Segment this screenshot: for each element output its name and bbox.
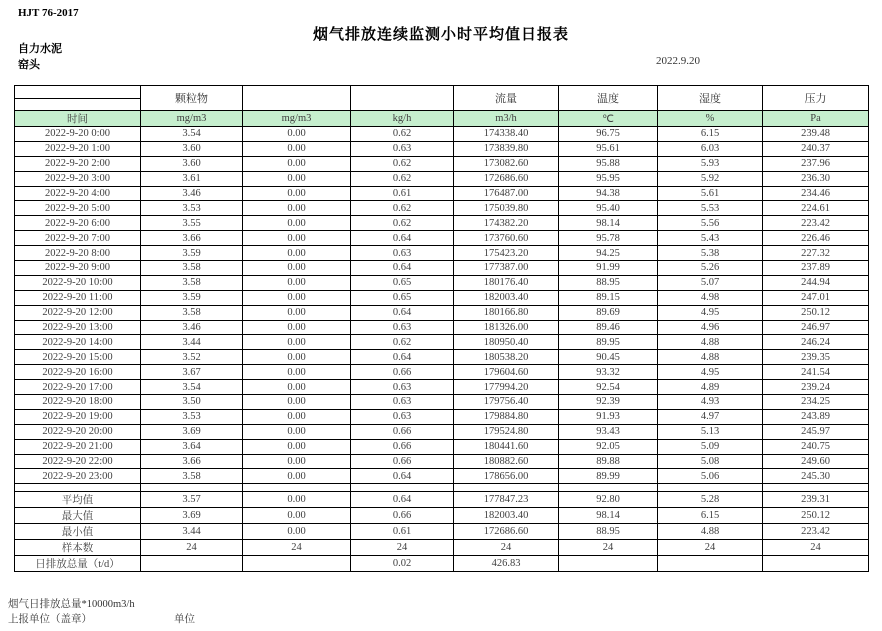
row-label-cell: 2022-9-20 7:00 [15, 231, 141, 246]
value-cell: 6.03 [658, 141, 763, 156]
value-cell: 250.12 [763, 305, 869, 320]
row-label-cell: 2022-9-20 17:00 [15, 380, 141, 395]
value-cell: 223.42 [763, 524, 869, 540]
value-cell: 95.61 [559, 141, 658, 156]
value-cell: 0.00 [243, 335, 351, 350]
value-cell: 5.08 [658, 454, 763, 469]
value-cell: 91.93 [559, 409, 658, 424]
percent-unit-header: % [658, 111, 763, 127]
value-cell: 98.14 [559, 216, 658, 231]
row-label-cell: 2022-9-20 6:00 [15, 216, 141, 231]
value-cell: 234.25 [763, 395, 869, 410]
value-cell: 90.45 [559, 350, 658, 365]
value-cell: 0.63 [351, 395, 454, 410]
row-label-cell: 2022-9-20 15:00 [15, 350, 141, 365]
value-cell: 4.88 [658, 335, 763, 350]
value-cell: 93.43 [559, 424, 658, 439]
hour-data-row [15, 350, 869, 365]
value-cell: 98.14 [559, 508, 658, 524]
value-cell: 180441.60 [454, 439, 559, 454]
report-date: 2022.9.20 [656, 55, 700, 67]
value-cell: 95.40 [559, 201, 658, 216]
row-label-cell [15, 484, 141, 492]
value-cell: 89.95 [559, 335, 658, 350]
value-cell: 0.00 [243, 439, 351, 454]
value-cell: 0.61 [351, 524, 454, 540]
value-cell: 179756.40 [454, 395, 559, 410]
standard-number: HJT 76-2017 [18, 7, 79, 19]
value-cell: 4.95 [658, 365, 763, 380]
hour-data-row [15, 395, 869, 410]
value-cell: 4.88 [658, 524, 763, 540]
value-cell: 0.63 [351, 380, 454, 395]
value-cell [763, 484, 869, 492]
value-cell: 3.58 [141, 275, 243, 290]
value-cell: 0.66 [351, 365, 454, 380]
value-cell: 3.69 [141, 508, 243, 524]
table-body [15, 127, 869, 572]
value-cell: 4.97 [658, 409, 763, 424]
value-cell: 4.89 [658, 380, 763, 395]
value-cell: 0.65 [351, 275, 454, 290]
value-cell: 0.61 [351, 186, 454, 201]
unit-label: 单位 [174, 614, 195, 625]
value-cell: 3.58 [141, 261, 243, 276]
value-cell: 0.62 [351, 171, 454, 186]
value-cell: 3.59 [141, 246, 243, 261]
kgh-unit-header: kg/h [351, 111, 454, 127]
value-cell: 180882.60 [454, 454, 559, 469]
value-cell: 0.00 [243, 127, 351, 142]
value-cell: 89.15 [559, 290, 658, 305]
celsius-unit-header: ℃ [559, 111, 658, 127]
value-cell: 174382.20 [454, 216, 559, 231]
row-label-cell: 2022-9-20 2:00 [15, 156, 141, 171]
value-cell: 227.32 [763, 246, 869, 261]
blank-group-header-2 [351, 86, 454, 111]
value-cell: 172686.60 [454, 524, 559, 540]
header-divider-line [15, 98, 140, 99]
hour-data-row [15, 409, 869, 424]
humidity-group-header: 湿度 [658, 86, 763, 111]
row-label-cell: 2022-9-20 1:00 [15, 141, 141, 156]
row-label-cell: 2022-9-20 11:00 [15, 290, 141, 305]
blank-group-header-1 [243, 86, 351, 111]
hour-data-row [15, 380, 869, 395]
value-cell: 180166.80 [454, 305, 559, 320]
value-cell: 0.63 [351, 320, 454, 335]
hour-data-row [15, 141, 869, 156]
value-cell: 91.99 [559, 261, 658, 276]
value-cell: 0.00 [243, 275, 351, 290]
row-label-cell: 2022-9-20 14:00 [15, 335, 141, 350]
value-cell: 0.00 [243, 350, 351, 365]
value-cell: 239.24 [763, 380, 869, 395]
value-cell: 175039.80 [454, 201, 559, 216]
value-cell: 237.96 [763, 156, 869, 171]
value-cell: 3.54 [141, 380, 243, 395]
summary-row [15, 524, 869, 540]
value-cell: 0.66 [351, 439, 454, 454]
row-label-cell: 最大值 [15, 508, 141, 524]
pm-mgm3-unit-header: mg/m3 [141, 111, 243, 127]
value-cell: 3.66 [141, 454, 243, 469]
value-cell: 0.00 [243, 156, 351, 171]
value-cell: 175423.20 [454, 246, 559, 261]
row-label-cell: 2022-9-20 20:00 [15, 424, 141, 439]
hour-data-row [15, 186, 869, 201]
value-cell: 181326.00 [454, 320, 559, 335]
hour-data-row [15, 156, 869, 171]
summary-row [15, 508, 869, 524]
value-cell: 5.28 [658, 492, 763, 508]
value-cell: 246.97 [763, 320, 869, 335]
value-cell: 245.97 [763, 424, 869, 439]
value-cell: 249.60 [763, 454, 869, 469]
time-group-header [15, 86, 141, 111]
value-cell: 0.00 [243, 186, 351, 201]
value-cell: 89.99 [559, 469, 658, 484]
value-cell: 3.69 [141, 424, 243, 439]
value-cell: 5.38 [658, 246, 763, 261]
row-label-cell: 2022-9-20 10:00 [15, 275, 141, 290]
mgm3-unit-header: mg/m3 [243, 111, 351, 127]
value-cell: 95.95 [559, 171, 658, 186]
value-cell: 0.66 [351, 424, 454, 439]
value-cell: 5.26 [658, 261, 763, 276]
value-cell: 239.35 [763, 350, 869, 365]
value-cell: 5.92 [658, 171, 763, 186]
summary-row [15, 540, 869, 556]
value-cell: 24 [454, 540, 559, 556]
value-cell: 0.00 [243, 508, 351, 524]
value-cell: 250.12 [763, 508, 869, 524]
value-cell [559, 556, 658, 572]
pm-group-header: 颗粒物 [141, 86, 243, 111]
value-cell: 224.61 [763, 201, 869, 216]
value-cell: 0.00 [243, 492, 351, 508]
value-cell: 3.60 [141, 141, 243, 156]
value-cell: 3.52 [141, 350, 243, 365]
value-cell: 24 [559, 540, 658, 556]
value-cell: 245.30 [763, 469, 869, 484]
value-cell: 0.00 [243, 395, 351, 410]
hour-data-row [15, 171, 869, 186]
row-label-cell: 2022-9-20 8:00 [15, 246, 141, 261]
value-cell: 0.00 [243, 171, 351, 186]
value-cell: 0.64 [351, 305, 454, 320]
report-table [14, 85, 869, 572]
summary-row [15, 556, 869, 572]
flow-total-note: 烟气日排放总量*10000m3/h [8, 599, 135, 610]
value-cell: 92.39 [559, 395, 658, 410]
value-cell: 5.09 [658, 439, 763, 454]
m3h-unit-header: m3/h [454, 111, 559, 127]
value-cell: 0.66 [351, 508, 454, 524]
value-cell [454, 484, 559, 492]
hour-data-row [15, 261, 869, 276]
value-cell: 0.63 [351, 409, 454, 424]
row-label-cell: 2022-9-20 23:00 [15, 469, 141, 484]
value-cell: 0.64 [351, 261, 454, 276]
value-cell: 3.57 [141, 492, 243, 508]
value-cell: 173082.60 [454, 156, 559, 171]
value-cell: 0.00 [243, 305, 351, 320]
flow-group-header: 流量 [454, 86, 559, 111]
hour-data-row [15, 454, 869, 469]
value-cell: 0.63 [351, 141, 454, 156]
unit-header-row [15, 111, 869, 127]
value-cell: 237.89 [763, 261, 869, 276]
value-cell: 3.44 [141, 335, 243, 350]
value-cell: 5.13 [658, 424, 763, 439]
value-cell: 4.88 [658, 350, 763, 365]
hour-data-row [15, 231, 869, 246]
value-cell: 3.50 [141, 395, 243, 410]
value-cell: 94.38 [559, 186, 658, 201]
value-cell: 5.56 [658, 216, 763, 231]
value-cell: 0.66 [351, 454, 454, 469]
hour-data-row [15, 216, 869, 231]
hour-data-row [15, 201, 869, 216]
value-cell: 24 [141, 540, 243, 556]
value-cell: 223.42 [763, 216, 869, 231]
value-cell [559, 484, 658, 492]
hour-data-row [15, 127, 869, 142]
value-cell: 0.02 [351, 556, 454, 572]
value-cell: 5.53 [658, 201, 763, 216]
row-label-cell: 2022-9-20 18:00 [15, 395, 141, 410]
value-cell: 95.78 [559, 231, 658, 246]
group-header-row [15, 86, 869, 111]
value-cell: 241.54 [763, 365, 869, 380]
value-cell: 176487.00 [454, 186, 559, 201]
value-cell: 3.46 [141, 186, 243, 201]
value-cell: 182003.40 [454, 508, 559, 524]
hour-data-row [15, 365, 869, 380]
value-cell: 4.93 [658, 395, 763, 410]
value-cell: 3.55 [141, 216, 243, 231]
value-cell: 0.00 [243, 290, 351, 305]
value-cell: 5.93 [658, 156, 763, 171]
value-cell: 180538.20 [454, 350, 559, 365]
value-cell: 3.46 [141, 320, 243, 335]
value-cell: 0.65 [351, 290, 454, 305]
value-cell: 6.15 [658, 127, 763, 142]
value-cell: 177994.20 [454, 380, 559, 395]
value-cell: 0.00 [243, 524, 351, 540]
value-cell: 6.15 [658, 508, 763, 524]
pa-unit-header: Pa [763, 111, 869, 127]
value-cell: 3.53 [141, 409, 243, 424]
value-cell: 0.62 [351, 156, 454, 171]
row-label-cell: 2022-9-20 3:00 [15, 171, 141, 186]
value-cell: 239.31 [763, 492, 869, 508]
row-label-cell: 2022-9-20 16:00 [15, 365, 141, 380]
company-name: 自力水泥 [18, 43, 62, 55]
value-cell: 24 [658, 540, 763, 556]
hour-data-row [15, 469, 869, 484]
value-cell: 179524.80 [454, 424, 559, 439]
value-cell: 3.54 [141, 127, 243, 142]
value-cell: 89.46 [559, 320, 658, 335]
value-cell: 0.62 [351, 127, 454, 142]
value-cell: 240.75 [763, 439, 869, 454]
value-cell: 4.96 [658, 320, 763, 335]
value-cell: 24 [351, 540, 454, 556]
value-cell: 95.88 [559, 156, 658, 171]
value-cell: 3.58 [141, 469, 243, 484]
value-cell [141, 484, 243, 492]
value-cell: 24 [763, 540, 869, 556]
value-cell: 5.06 [658, 469, 763, 484]
value-cell [658, 556, 763, 572]
value-cell: 92.54 [559, 380, 658, 395]
station-name: 窑头 [18, 59, 40, 71]
value-cell [141, 556, 243, 572]
value-cell: 0.00 [243, 469, 351, 484]
row-label-cell: 平均值 [15, 492, 141, 508]
value-cell: 0.00 [243, 380, 351, 395]
value-cell: 0.00 [243, 216, 351, 231]
value-cell: 177387.00 [454, 261, 559, 276]
value-cell: 239.48 [763, 127, 869, 142]
row-label-cell: 2022-9-20 9:00 [15, 261, 141, 276]
value-cell: 174338.40 [454, 127, 559, 142]
value-cell: 4.98 [658, 290, 763, 305]
hour-data-row [15, 320, 869, 335]
value-cell: 0.00 [243, 424, 351, 439]
value-cell: 3.44 [141, 524, 243, 540]
row-label-cell: 2022-9-20 22:00 [15, 454, 141, 469]
value-cell: 0.00 [243, 320, 351, 335]
value-cell: 180950.40 [454, 335, 559, 350]
value-cell: 3.59 [141, 290, 243, 305]
hour-data-row [15, 290, 869, 305]
row-label-cell: 样本数 [15, 540, 141, 556]
value-cell: 3.53 [141, 201, 243, 216]
value-cell: 0.00 [243, 261, 351, 276]
value-cell: 0.64 [351, 492, 454, 508]
value-cell: 24 [243, 540, 351, 556]
row-label-cell: 2022-9-20 21:00 [15, 439, 141, 454]
value-cell: 0.64 [351, 350, 454, 365]
page-title: 烟气排放连续监测小时平均值日报表 [312, 27, 569, 43]
value-cell: 0.64 [351, 231, 454, 246]
value-cell: 3.60 [141, 156, 243, 171]
value-cell: 3.58 [141, 305, 243, 320]
value-cell: 92.80 [559, 492, 658, 508]
pressure-group-header: 压力 [763, 86, 869, 111]
value-cell: 177847.23 [454, 492, 559, 508]
value-cell: 182003.40 [454, 290, 559, 305]
value-cell: 0.64 [351, 469, 454, 484]
value-cell: 4.95 [658, 305, 763, 320]
value-cell: 5.07 [658, 275, 763, 290]
time-column-header: 时间 [15, 111, 141, 127]
report-unit-label: 上报单位（盖章） [8, 614, 92, 625]
value-cell: 0.63 [351, 246, 454, 261]
value-cell: 3.67 [141, 365, 243, 380]
value-cell: 0.00 [243, 231, 351, 246]
row-label-cell: 2022-9-20 13:00 [15, 320, 141, 335]
value-cell: 173839.80 [454, 141, 559, 156]
value-cell: 179884.80 [454, 409, 559, 424]
value-cell: 0.00 [243, 454, 351, 469]
value-cell: 243.89 [763, 409, 869, 424]
value-cell: 244.94 [763, 275, 869, 290]
hour-data-row [15, 305, 869, 320]
value-cell: 172686.60 [454, 171, 559, 186]
value-cell: 88.95 [559, 275, 658, 290]
value-cell: 426.83 [454, 556, 559, 572]
value-cell: 0.00 [243, 246, 351, 261]
value-cell: 5.61 [658, 186, 763, 201]
value-cell: 0.62 [351, 201, 454, 216]
value-cell: 0.00 [243, 141, 351, 156]
value-cell: 0.00 [243, 201, 351, 216]
row-label-cell: 最小值 [15, 524, 141, 540]
value-cell: 234.46 [763, 186, 869, 201]
row-label-cell: 2022-9-20 4:00 [15, 186, 141, 201]
value-cell: 236.30 [763, 171, 869, 186]
value-cell: 88.95 [559, 524, 658, 540]
value-cell: 0.00 [243, 365, 351, 380]
row-label-cell: 2022-9-20 19:00 [15, 409, 141, 424]
value-cell: 3.66 [141, 231, 243, 246]
hour-data-row [15, 246, 869, 261]
temp-group-header: 温度 [559, 86, 658, 111]
row-label-cell: 2022-9-20 5:00 [15, 201, 141, 216]
value-cell: 246.24 [763, 335, 869, 350]
value-cell [351, 484, 454, 492]
value-cell: 0.62 [351, 335, 454, 350]
value-cell: 240.37 [763, 141, 869, 156]
value-cell: 180176.40 [454, 275, 559, 290]
value-cell: 5.43 [658, 231, 763, 246]
value-cell [243, 484, 351, 492]
value-cell [763, 556, 869, 572]
value-cell: 178656.00 [454, 469, 559, 484]
value-cell: 89.69 [559, 305, 658, 320]
summary-row [15, 492, 869, 508]
hour-data-row [15, 439, 869, 454]
spacer-row [15, 484, 869, 492]
value-cell: 0.62 [351, 216, 454, 231]
row-label-cell: 2022-9-20 0:00 [15, 127, 141, 142]
value-cell: 247.01 [763, 290, 869, 305]
value-cell: 94.25 [559, 246, 658, 261]
value-cell: 96.75 [559, 127, 658, 142]
hour-data-row [15, 275, 869, 290]
value-cell: 89.88 [559, 454, 658, 469]
hour-data-row [15, 424, 869, 439]
row-label-cell: 日排放总量（t/d） [15, 556, 141, 572]
value-cell: 93.32 [559, 365, 658, 380]
value-cell: 226.46 [763, 231, 869, 246]
value-cell: 173760.60 [454, 231, 559, 246]
value-cell: 3.64 [141, 439, 243, 454]
hour-data-row [15, 335, 869, 350]
value-cell: 3.61 [141, 171, 243, 186]
value-cell: 179604.60 [454, 365, 559, 380]
value-cell [658, 484, 763, 492]
value-cell: 0.00 [243, 409, 351, 424]
value-cell: 92.05 [559, 439, 658, 454]
value-cell [243, 556, 351, 572]
row-label-cell: 2022-9-20 12:00 [15, 305, 141, 320]
